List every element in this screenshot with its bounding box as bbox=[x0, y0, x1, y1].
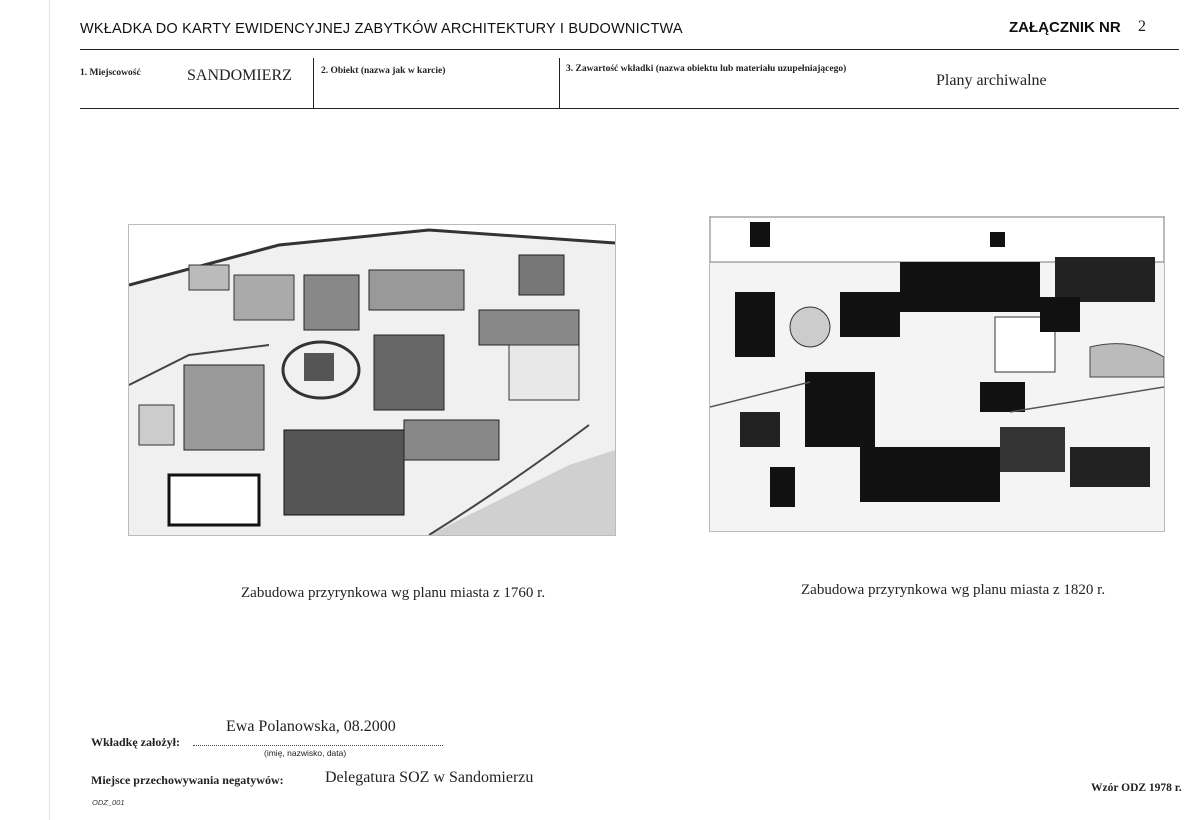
plan-1760-caption: Zabudowa przyrynkowa wg planu miasta z 1760 r. bbox=[241, 585, 546, 601]
page-margin-line bbox=[49, 0, 50, 820]
plan-1820-image bbox=[709, 216, 1165, 532]
form-model: Wzór ODZ 1978 r. bbox=[1091, 782, 1182, 794]
header-rule-bottom bbox=[80, 108, 1179, 109]
field-divider-2 bbox=[559, 58, 560, 108]
founder-hint: (imię, nazwisko, data) bbox=[264, 748, 347, 758]
annex-number: 2 bbox=[1138, 18, 1146, 35]
header-rule-top bbox=[80, 49, 1179, 50]
field-divider-1 bbox=[313, 58, 314, 108]
form-code: ODZ_001 bbox=[92, 798, 125, 807]
founder-dotted-line bbox=[193, 744, 443, 746]
document-title: WKŁADKA DO KARTY EWIDENCYJNEJ ZABYTKÓW ARCHITEKTURY I BUDOWNICTWA bbox=[80, 21, 683, 37]
content-value: Plany archiwalne bbox=[936, 72, 1047, 89]
storage-value: Delegatura SOZ w Sandomierzu bbox=[325, 769, 534, 786]
object-label: 2. Obiekt (nazwa jak w karcie) bbox=[321, 66, 446, 76]
founder-value: Ewa Polanowska, 08.2000 bbox=[226, 718, 396, 735]
locality-label: 1. Miejscowość bbox=[80, 68, 141, 78]
content-label: 3. Zawartość wkładki (nazwa obiektu lub materiału uzupełniającego) bbox=[566, 64, 847, 74]
locality-value: SANDOMIERZ bbox=[187, 67, 292, 84]
storage-label: Miejsce przechowywania negatywów: bbox=[91, 773, 284, 787]
annex-label: ZAŁĄCZNIK NR bbox=[1009, 19, 1121, 36]
plan-1820-caption: Zabudowa przyrynkowa wg planu miasta z 1820 r. bbox=[801, 582, 1106, 598]
founder-label: Wkładkę założył: bbox=[91, 735, 180, 749]
plan-1760-image bbox=[128, 224, 616, 536]
